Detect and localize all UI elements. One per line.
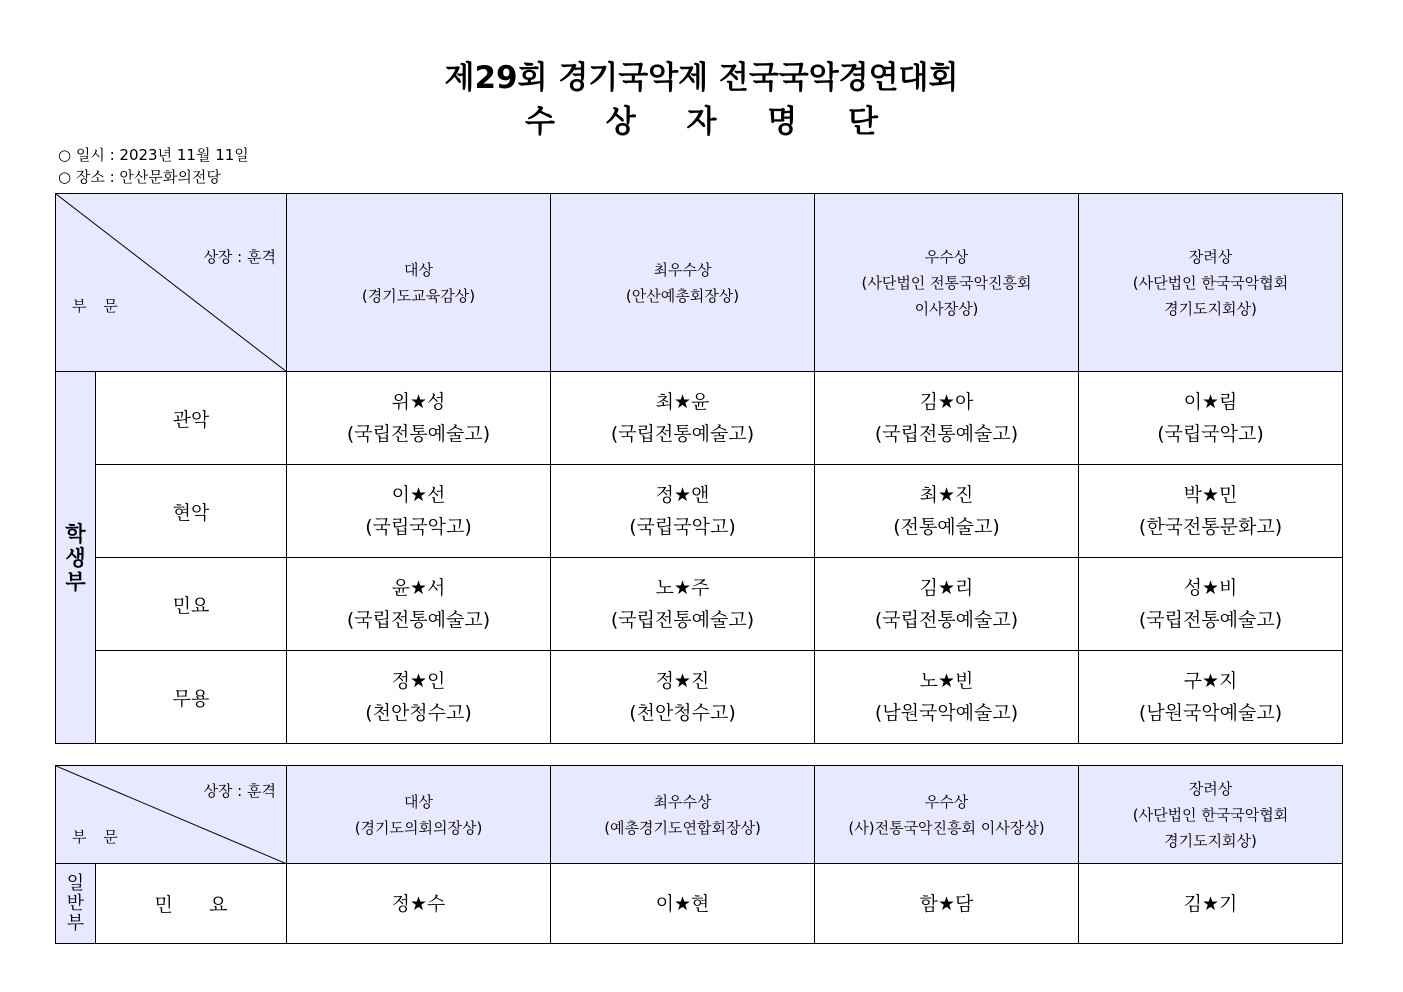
winner-cell: 위★성 (국립전통예술고): [287, 372, 551, 465]
winner-cell: 함★담: [815, 864, 1079, 944]
header-grand-prize: 대상 (경기도의회의장상): [287, 766, 551, 864]
header-merit-prize: 우수상 (사)전통국악진흥회 이사장상): [815, 766, 1079, 864]
header-corner-cell: [56, 766, 287, 864]
winner-cell: 최★윤 (국립전통예술고): [551, 372, 815, 465]
header-encouragement-prize: 장려상 (사단법인 한국국악협회 경기도지회상): [1079, 766, 1343, 864]
winner-cell: 노★주 (국립전통예술고): [551, 558, 815, 651]
section-label-general: 일 반 부: [56, 864, 96, 944]
winner-cell: 성★비 (국립전통예술고): [1079, 558, 1343, 651]
header-corner-cell: [56, 194, 287, 372]
winner-cell: 정★인 (천안청수고): [287, 651, 551, 744]
winner-cell: 이★현: [551, 864, 815, 944]
category-cell: 관악: [96, 372, 287, 465]
winner-cell: 노★빈 (남원국악예술고): [815, 651, 1079, 744]
winner-cell: 김★리 (국립전통예술고): [815, 558, 1079, 651]
winner-cell: 정★수: [287, 864, 551, 944]
page-title: 제29회 경기국악제 전국국악경연대회: [444, 60, 959, 96]
winner-cell: 최★진 (전통예술고): [815, 465, 1079, 558]
header-excellence-prize: 최우수상 (안산예총회장상): [551, 194, 815, 372]
winner-cell: 이★선 (국립국악고): [287, 465, 551, 558]
category-cell: 현악: [96, 465, 287, 558]
header-grand-prize: 대상 (경기도교육감상): [287, 194, 551, 372]
header-encouragement-prize: 장려상 (사단법인 한국국악협회 경기도지회상): [1079, 194, 1343, 372]
general-award-table: [55, 765, 1343, 944]
header-merit-prize: 우수상 (사단법인 전통국악진흥회 이사장상): [815, 194, 1079, 372]
student-award-table: [55, 193, 1343, 744]
page-subtitle: 수 상 자 명 단: [525, 104, 898, 140]
category-cell: 민요: [96, 558, 287, 651]
corner-award-label: 상장 : 훈격: [203, 248, 276, 266]
winner-cell: 이★림 (국립국악고): [1079, 372, 1343, 465]
winner-cell: 윤★서 (국립전통예술고): [287, 558, 551, 651]
winner-cell: 김★기: [1079, 864, 1343, 944]
event-date: ○ 일시 : 2023년 11월 11일: [58, 146, 249, 164]
winner-cell: 박★민 (한국전통문화고): [1079, 465, 1343, 558]
corner-division-label: 부 문: [72, 828, 124, 846]
winner-cell: 구★지 (남원국악예술고): [1079, 651, 1343, 744]
winner-cell: 정★진 (천안청수고): [551, 651, 815, 744]
winner-cell: 김★아 (국립전통예술고): [815, 372, 1079, 465]
header-excellence-prize: 최우수상 (예총경기도연합회장상): [551, 766, 815, 864]
winner-cell: 정★앤 (국립국악고): [551, 465, 815, 558]
corner-division-label: 부 문: [72, 297, 124, 315]
category-cell: 민 요: [96, 864, 287, 944]
section-label-student: 학 생 부: [56, 372, 96, 744]
corner-diagonal: [56, 194, 287, 372]
corner-award-label: 상장 : 훈격: [203, 782, 276, 800]
category-cell: 무용: [96, 651, 287, 744]
event-place: ○ 장소 : 안산문화의전당: [58, 168, 221, 186]
